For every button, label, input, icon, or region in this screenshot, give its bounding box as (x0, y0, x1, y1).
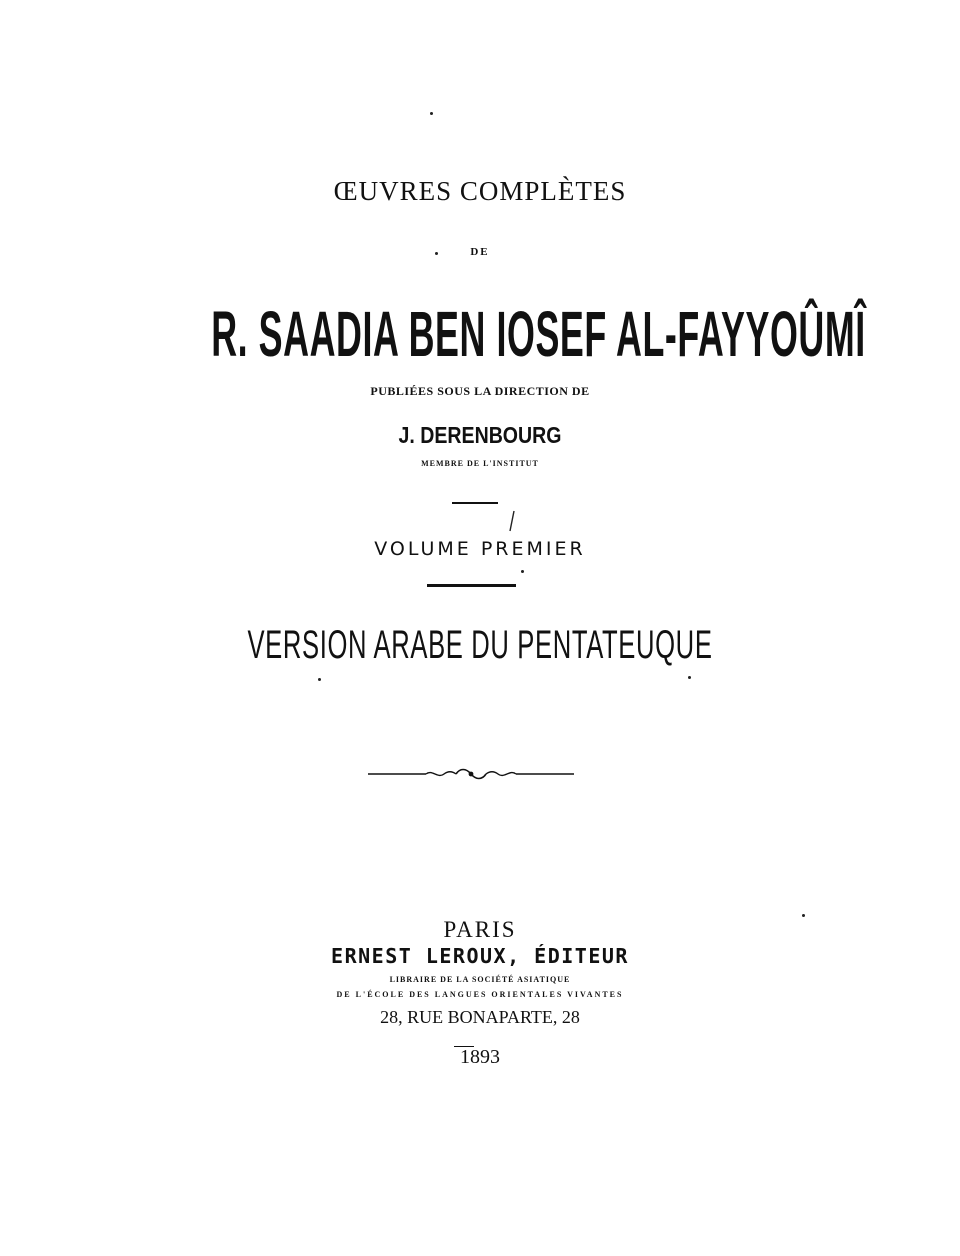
series-title: ŒUVRES COMPLÈTES (333, 176, 627, 206)
publisher-address: 28, RUE BONAPARTE, 28 (380, 1007, 580, 1027)
scan-speck (688, 676, 691, 679)
ornament-divider-icon (368, 765, 574, 783)
publisher-role-society: LIBRAIRE DE LA SOCIÉTÉ ASIATIQUE (389, 975, 571, 984)
volume-label: VOLUME PREMIER (374, 538, 586, 560)
scan-speck (802, 914, 805, 917)
divider-rule (427, 584, 516, 587)
scan-speck (521, 570, 524, 573)
work-title: VERSION ARABE DU PENTATEUQUE (247, 623, 713, 667)
publication-city: PARIS (443, 917, 517, 942)
scan-speck (435, 252, 438, 255)
editor-name: J. DERENBOURG (398, 422, 562, 448)
editor-role: MEMBRE DE L'INSTITUT (421, 459, 539, 468)
publisher-name: ERNEST LEROUX, ÉDITEUR (331, 944, 629, 968)
publisher-role-school: DE L'ÉCOLE DES LANGUES ORIENTALES VIVANTES (336, 990, 624, 999)
divider-rule-short (452, 502, 498, 504)
published-under-line: PUBLIÉES SOUS LA DIRECTION DE (370, 384, 590, 398)
scan-speck (318, 678, 321, 681)
scan-speck (430, 112, 433, 115)
scan-mark (508, 510, 516, 532)
publication-year: 1893 (460, 1046, 500, 1068)
author-name: R. SAADIA BEN IOSEF AL-FAYYOÛMÎ (211, 298, 866, 370)
de-preposition: DE (470, 246, 490, 258)
